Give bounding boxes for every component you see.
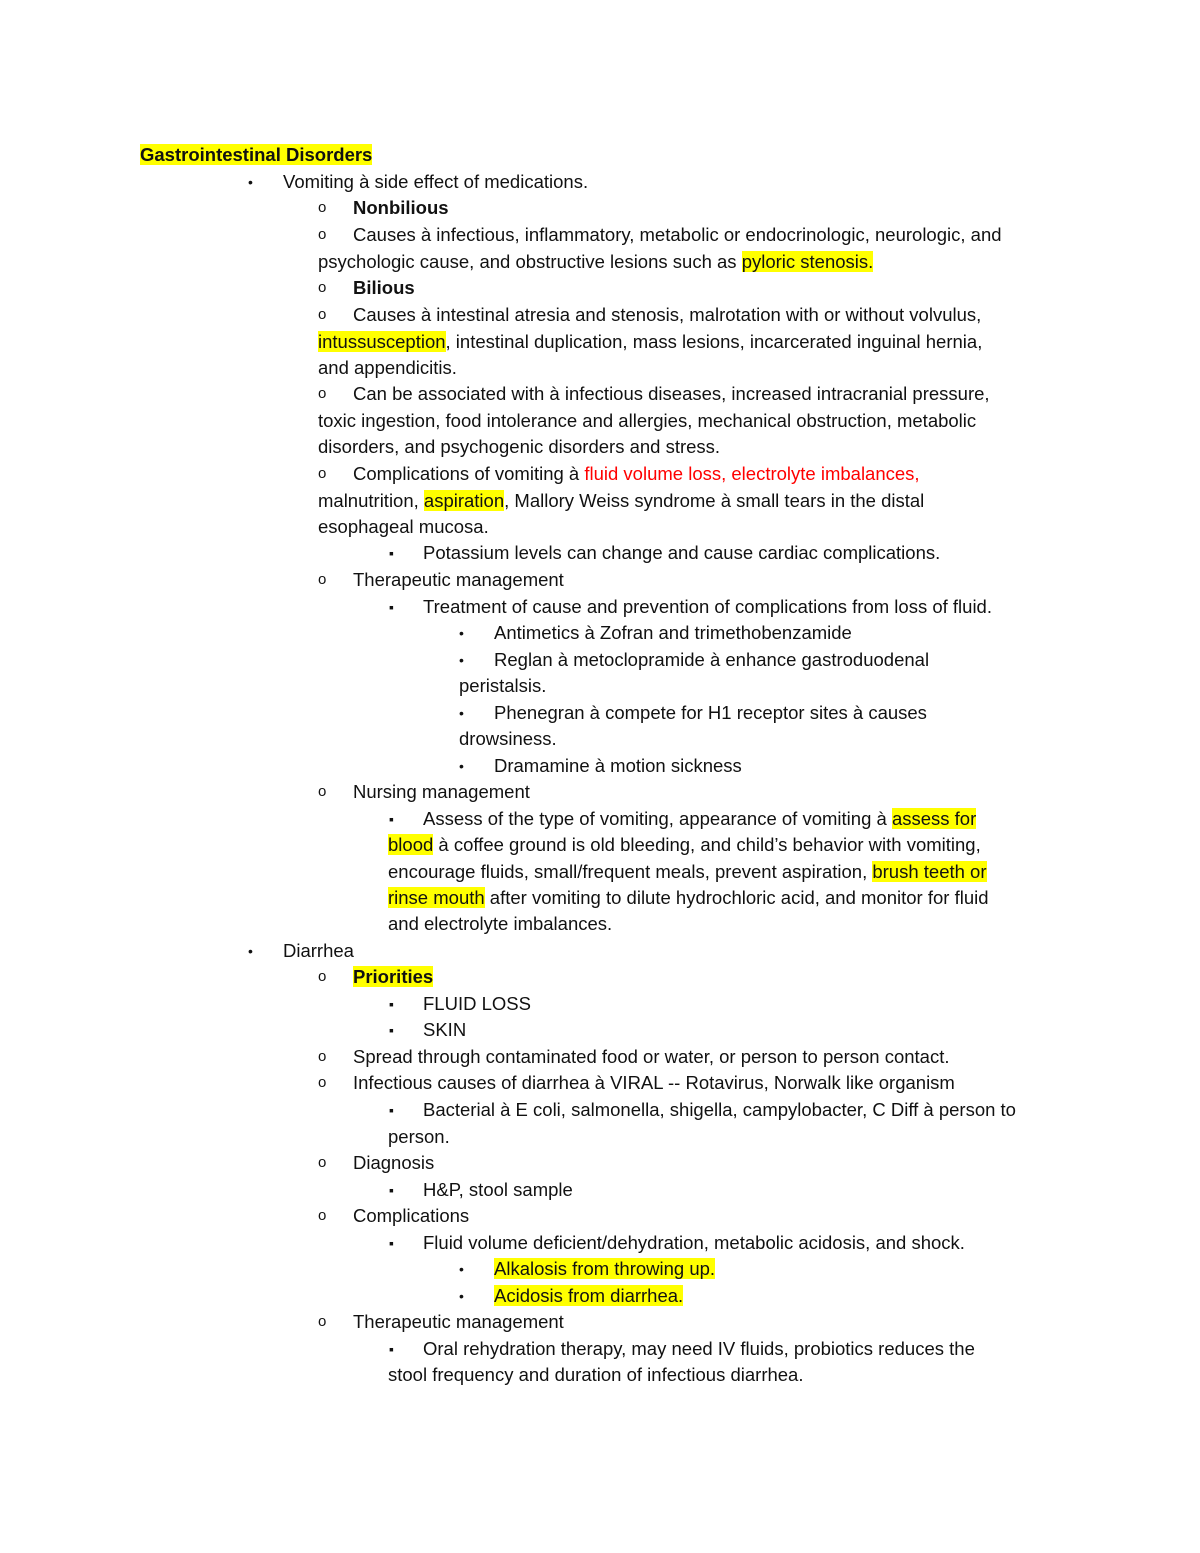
circle-marker: o [318,783,327,800]
square-marker: ▪ [389,996,394,1012]
list-item-continuation: rinse mouth after vomiting to dilute hydrochloric acid, and monitor for fluid [388,887,989,908]
bullet-marker: • [459,705,464,721]
highlight: intussusception [318,331,446,352]
red-text: fluid volume loss, electrolyte imbalances, [584,463,920,484]
circle-marker: o [318,1048,327,1065]
list-item-continuation: toxic ingestion, food intolerance and allergies, mechanical obstruction, metabolic [318,410,977,431]
list-item-continuation: esophageal mucosa. [318,516,489,537]
nonbilious-heading: Nonbilious [353,197,449,218]
circle-marker: o [318,968,327,985]
list-item: Reglan à metoclopramide à enhance gastroduodenal [494,649,930,670]
list-item-continuation: intussusception, intestinal duplication, mass lesions, incarcerated inguinal hernia, [318,331,983,352]
square-marker: ▪ [389,1235,394,1251]
list-item-continuation: malnutrition, aspiration, Mallory Weiss syndrome à small tears in the distal [318,490,925,511]
highlight: assess for [891,808,977,829]
list-item: Causes à intestinal atresia and stenosis, malrotation with or without volvulus, [353,304,982,325]
list-item: Causes à infectious, inflammatory, metabolic or endocrinologic, neurologic, and [353,224,1002,245]
highlight: Alkalosis from throwing up. [494,1258,716,1279]
highlight: blood [388,834,434,855]
circle-marker: o [318,1154,327,1171]
list-item: Dramamine à motion sickness [494,755,742,776]
list-item: Fluid volume deficient/dehydration, metabolic acidosis, and shock. [423,1232,965,1253]
list-item: Bacterial à E coli, salmonella, shigella, campylobacter, C Diff à person to [423,1099,1016,1120]
list-item: Phenegran à compete for H1 receptor sites à causes [494,702,927,723]
highlight: aspiration [423,490,505,511]
list-item: Can be associated with à infectious diseases, increased intracranial pressure, [353,383,990,404]
vomiting-heading: Vomiting à side effect of medications. [283,171,589,192]
circle-marker: o [318,1074,327,1091]
bullet-marker: • [459,1288,464,1304]
list-item: Diagnosis [353,1152,435,1173]
highlight: Priorities [353,966,434,987]
list-item: Therapeutic management [353,569,564,590]
list-item-continuation: stool frequency and duration of infectious diarrhea. [388,1364,804,1385]
bullet-marker: • [459,625,464,641]
list-item-continuation: person. [388,1126,450,1147]
list-item-continuation: psychologic cause, and obstructive lesions such as pyloric stenosis. [318,251,874,272]
list-item: Complications of vomiting à fluid volume loss, electrolyte imbalances, [353,463,920,484]
bilious-heading: Bilious [353,277,415,298]
circle-marker: o [318,199,327,216]
bullet-marker: • [459,1261,464,1277]
circle-marker: o [318,385,327,402]
circle-marker: o [318,1313,327,1330]
list-item-continuation: drowsiness. [459,728,557,749]
highlight: pyloric stenosis. [741,251,874,272]
list-item: SKIN [423,1019,467,1040]
circle-marker: o [318,1207,327,1224]
list-item: Therapeutic management [353,1311,564,1332]
square-marker: ▪ [389,1102,394,1118]
circle-marker: o [318,226,327,243]
list-item: Oral rehydration therapy, may need IV fluids, probiotics reduces the [423,1338,975,1359]
circle-marker: o [318,571,327,588]
square-marker: ▪ [389,1341,394,1357]
diarrhea-heading: Diarrhea [283,940,354,961]
bullet-marker: • [248,943,253,959]
bullet-marker: • [459,758,464,774]
highlight: brush teeth or [872,861,987,882]
list-item: Complications [353,1205,470,1226]
page-title: Gastrointestinal Disorders [140,144,373,165]
bullet-marker: • [248,174,253,190]
bullet-marker: • [459,652,464,668]
list-item: FLUID LOSS [423,993,531,1014]
circle-marker: o [318,279,327,296]
list-item: Infectious causes of diarrhea à VIRAL -- Rotavirus, Norwalk like organism [353,1072,955,1093]
circle-marker: o [318,306,327,323]
list-item-continuation: disorders, and psychogenic disorders and stress. [318,436,721,457]
list-item-continuation: and electrolyte imbalances. [388,913,613,934]
square-marker: ▪ [389,811,394,827]
highlight: rinse mouth [388,887,485,908]
list-item-continuation: and appendicitis. [318,357,457,378]
highlight: Acidosis from diarrhea. [494,1285,684,1306]
list-item: H&P, stool sample [423,1179,573,1200]
square-marker: ▪ [389,1182,394,1198]
list-item: Assess of the type of vomiting, appearance of vomiting à assess for [423,808,977,829]
list-item: Treatment of cause and prevention of complications from loss of fluid. [423,596,992,617]
list-item-continuation: blood à coffee ground is old bleeding, and child’s behavior with vomiting, [388,834,981,855]
list-item-continuation: peristalsis. [459,675,547,696]
list-item: Nursing management [353,781,530,802]
list-item-continuation: encourage fluids, small/frequent meals, prevent aspiration, brush teeth or [388,861,987,882]
priorities-heading [353,965,433,989]
circle-marker: o [318,465,327,482]
list-item: Potassium levels can change and cause cardiac complications. [423,542,941,563]
list-item [494,1284,683,1308]
square-marker: ▪ [389,1022,394,1038]
square-marker: ▪ [389,545,394,561]
square-marker: ▪ [389,599,394,615]
list-item: Antimetics à Zofran and trimethobenzamide [494,622,852,643]
list-item: Spread through contaminated food or water, or person to person contact. [353,1046,950,1067]
list-item [494,1257,715,1281]
